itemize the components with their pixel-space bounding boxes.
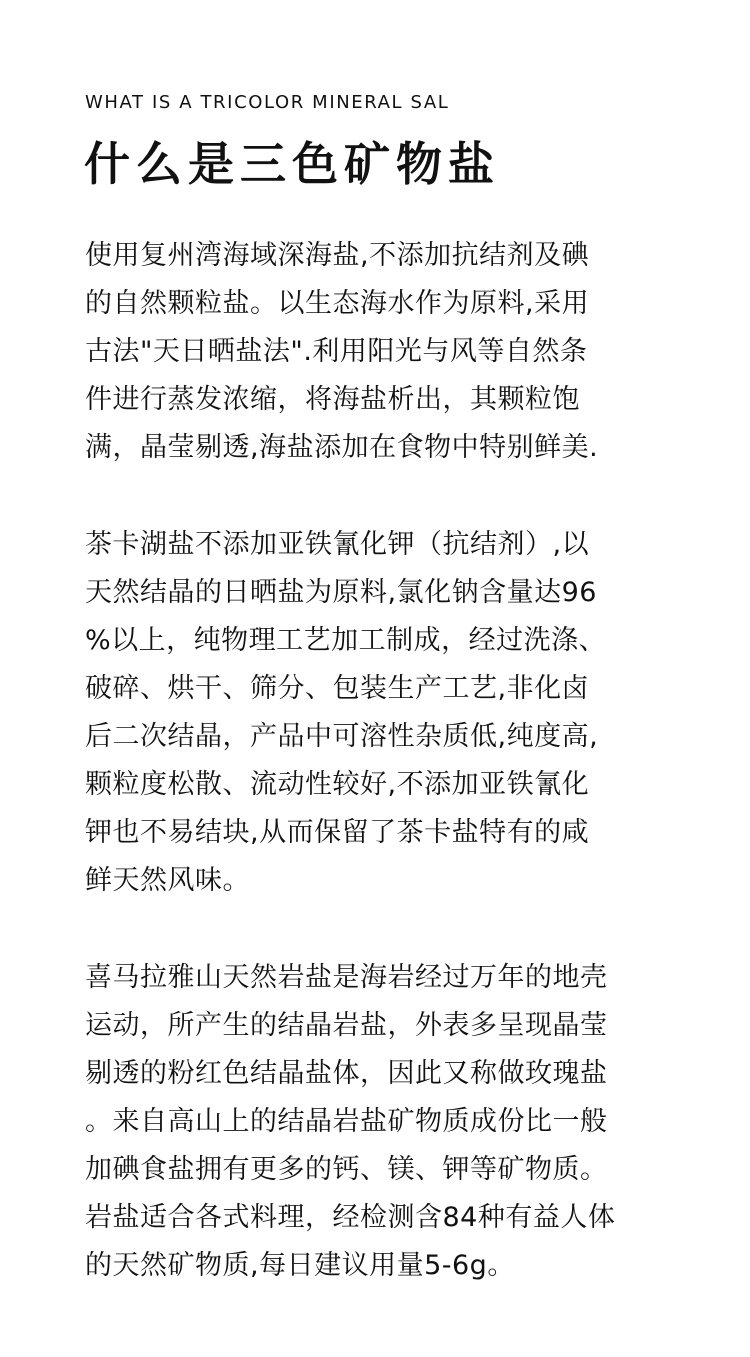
english-subtitle: WHAT IS A TRICOLOR MINERAL SAL: [85, 92, 450, 113]
paragraph-line: 的自然颗粒盐。以生态海水作为原料,采用: [85, 288, 590, 319]
paragraph-line: 喜马拉雅山天然岩盐是海岩经过万年的地壳: [85, 962, 608, 993]
paragraph-line: 岩盐适合各式料理，经检测含84种有益人体: [85, 1202, 616, 1233]
paragraph-line: 使用复州湾海域深海盐,不添加抗结剂及碘: [85, 240, 590, 271]
paragraph-line: 的天然矿物质,每日建议用量5-6g。: [85, 1250, 515, 1281]
paragraph-line: 剔透的粉红色结晶盐体，因此又称做玫瑰盐: [85, 1058, 608, 1089]
paragraph-line: 古法"天日晒盐法".利用阳光与风等自然条: [85, 336, 588, 367]
paragraph-line: %以上，纯物理工艺加工制成，经过洗涤、: [85, 625, 607, 656]
paragraph-line: 鲜天然风味。: [85, 865, 250, 896]
paragraph-line: 天然结晶的日晒盐为原料,氯化钠含量达96: [85, 577, 597, 608]
paragraph-chaka-lake-salt: [85, 521, 695, 905]
paragraph-line: 后二次结晶，产品中可溶性杂质低,纯度高,: [85, 721, 599, 752]
paragraph-line: 加碘食盐拥有更多的钙、镁、钾等矿物质。: [85, 1154, 608, 1185]
paragraph-line: 。来自高山上的结晶岩盐矿物质成份比一般: [85, 1106, 608, 1137]
paragraph-line: 件进行蒸发浓缩，将海盐析出，其颗粒饱: [85, 384, 580, 415]
paragraph-line: 破碎、烘干、筛分、包装生产工艺,非化卤: [85, 673, 590, 704]
paragraph-line: 满，晶莹剔透,海盐添加在食物中特别鲜美.: [85, 432, 599, 463]
paragraph-line: 茶卡湖盐不添加亚铁氰化钾（抗结剂）,以: [85, 529, 590, 560]
paragraph-line: 钾也不易结块,从而保留了茶卡盐特有的咸: [85, 817, 590, 848]
page-title: 什么是三色矿物盐: [84, 137, 500, 191]
paragraph-line: 颗粒度松散、流动性较好,不添加亚铁氰化: [85, 769, 590, 800]
paragraph-sea-salt: [85, 232, 695, 472]
paragraph-himalayan-salt: [85, 954, 695, 1290]
paragraph-line: 运动，所产生的结晶岩盐，外表多呈现晶莹: [85, 1010, 608, 1041]
